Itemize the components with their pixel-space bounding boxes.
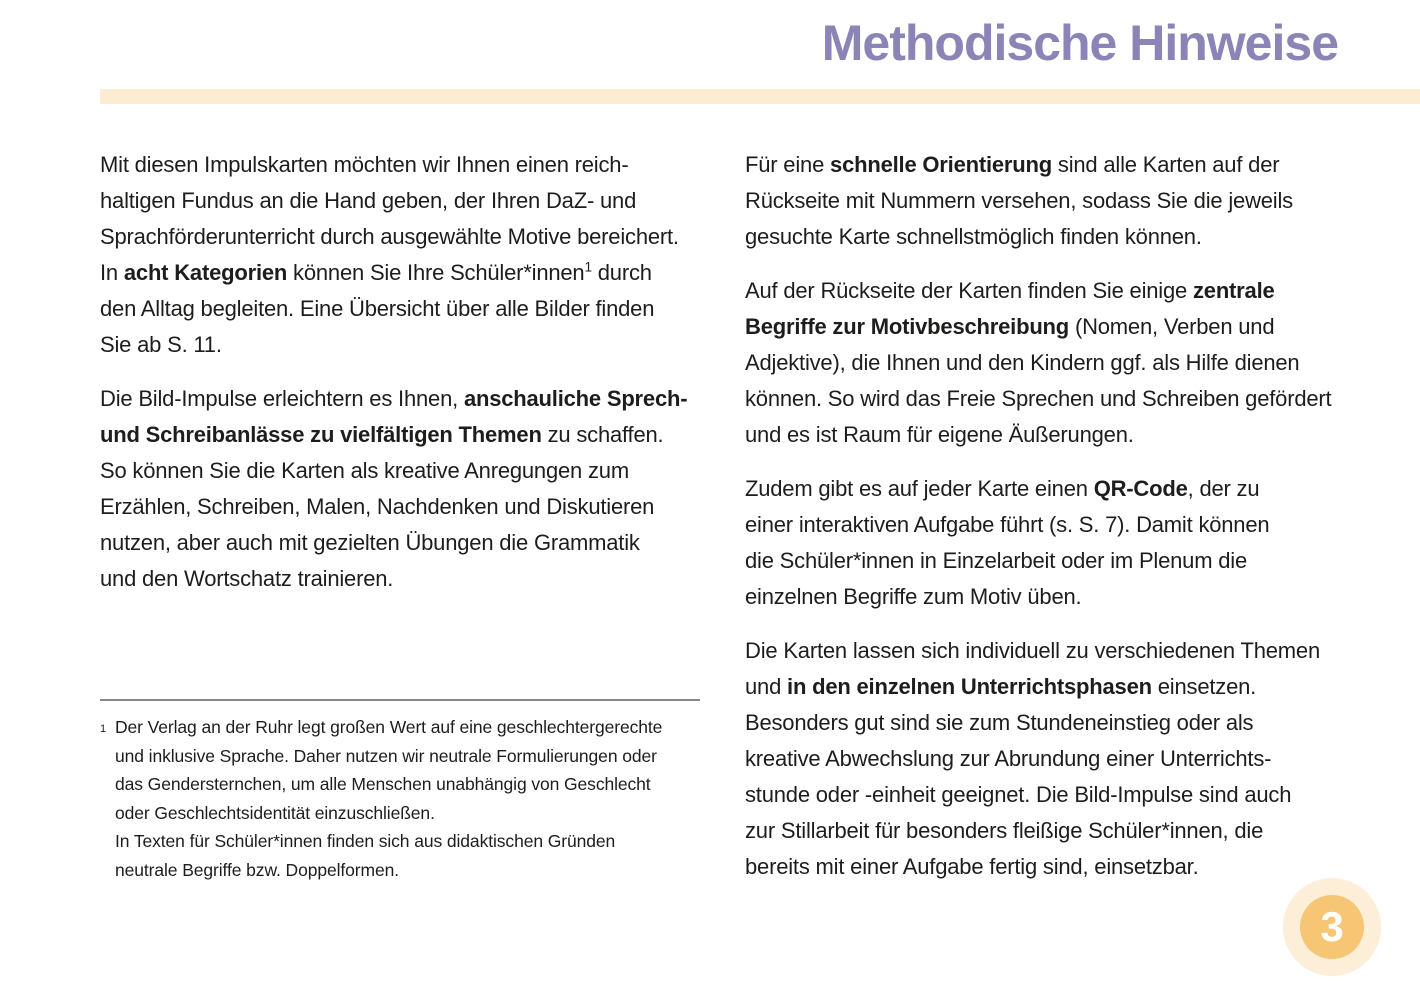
accent-bar	[100, 89, 1420, 104]
paragraph: Die Bild-Impulse erleichtern es Ihnen, anschauliche Sprech- und Schreibanlässe zu vielfältigen Themen zu schaffen. So können Sie die Karten als kreative Anregungen zum Erzählen, Schreiben, Malen, Nachdenken und Diskutieren nutzen, aber auch mit gezielten Übungen die Grammatik und den Wortschatz trainieren.	[100, 386, 688, 591]
right-column	[745, 147, 1347, 903]
paragraph: Mit diesen Impulskarten möchten wir Ihnen einen reich- haltigen Fundus an die Hand geben, der Ihren DaZ- und Sprachförderunterricht durch ausgewählte Motive bereichert. In acht Kategorien können Sie Ihre Schüler*innen$^1$ durch den Alltag begleiten. Eine Übersicht über alle Bilder finden Sie ab S. 11.	[100, 152, 679, 357]
footnote-text: Der Verlag an der Ruhr legt großen Wert auf eine geschlechtergerechte und inklusive Sprache. Daher nutzen wir neutrale Formulierungen oder das Gendersternchen, um alle Menschen unabhängig von Geschlecht oder Geschlechtsidentität einzuschließen. In Texten für Schüler*innen finden sich aus didaktischen Gründen neutrale Begriffe bzw. Doppelformen.	[115, 717, 663, 880]
paragraph: Die Karten lassen sich individuell zu verschiedenen Themen und in den einzelnen Unterrichtsphasen einsetzen. Besonders gut sind sie zum Stundeneinstieg oder als kreative Abwechslung zur Abrundung einer Unterrichts- stunde oder -einheit geeignet. Die Bild-Impulse sind auch zur Stillarbeit für besonders fleißige Schüler*innen, die bereits mit einer Aufgabe fertig sind, einsetzbar.	[745, 638, 1320, 879]
paragraph: Auf der Rückseite der Karten finden Sie einige zentrale Begriffe zur Motivbeschreibung (Nomen, Verben und Adjektive), die Ihnen und den Kindern ggf. als Hilfe dienen können. So wird das Freie Sprechen und Schreiben gefördert und es ist Raum für eigene Äußerungen.	[745, 278, 1332, 447]
footnote-marker: 1	[100, 723, 107, 735]
page-number: 3	[1320, 903, 1344, 950]
page-number-badge	[1283, 878, 1381, 976]
paragraph: Für eine schnelle Orientierung sind alle Karten auf der Rückseite mit Nummern versehen, sodass Sie die jeweils gesuchte Karte schnellstmöglich finden können.	[745, 152, 1293, 249]
paragraph: Zudem gibt es auf jeder Karte einen QR-Code, der zu einer interaktiven Aufgabe führt (s. S. 7). Damit können die Schüler*innen in Einzelarbeit oder im Plenum die einzelnen Begriffe zum Motiv üben.	[745, 476, 1270, 609]
page-title: Methodische Hinweise	[821, 15, 1338, 71]
footnote	[100, 699, 700, 884]
page-number-circle	[1300, 895, 1364, 959]
